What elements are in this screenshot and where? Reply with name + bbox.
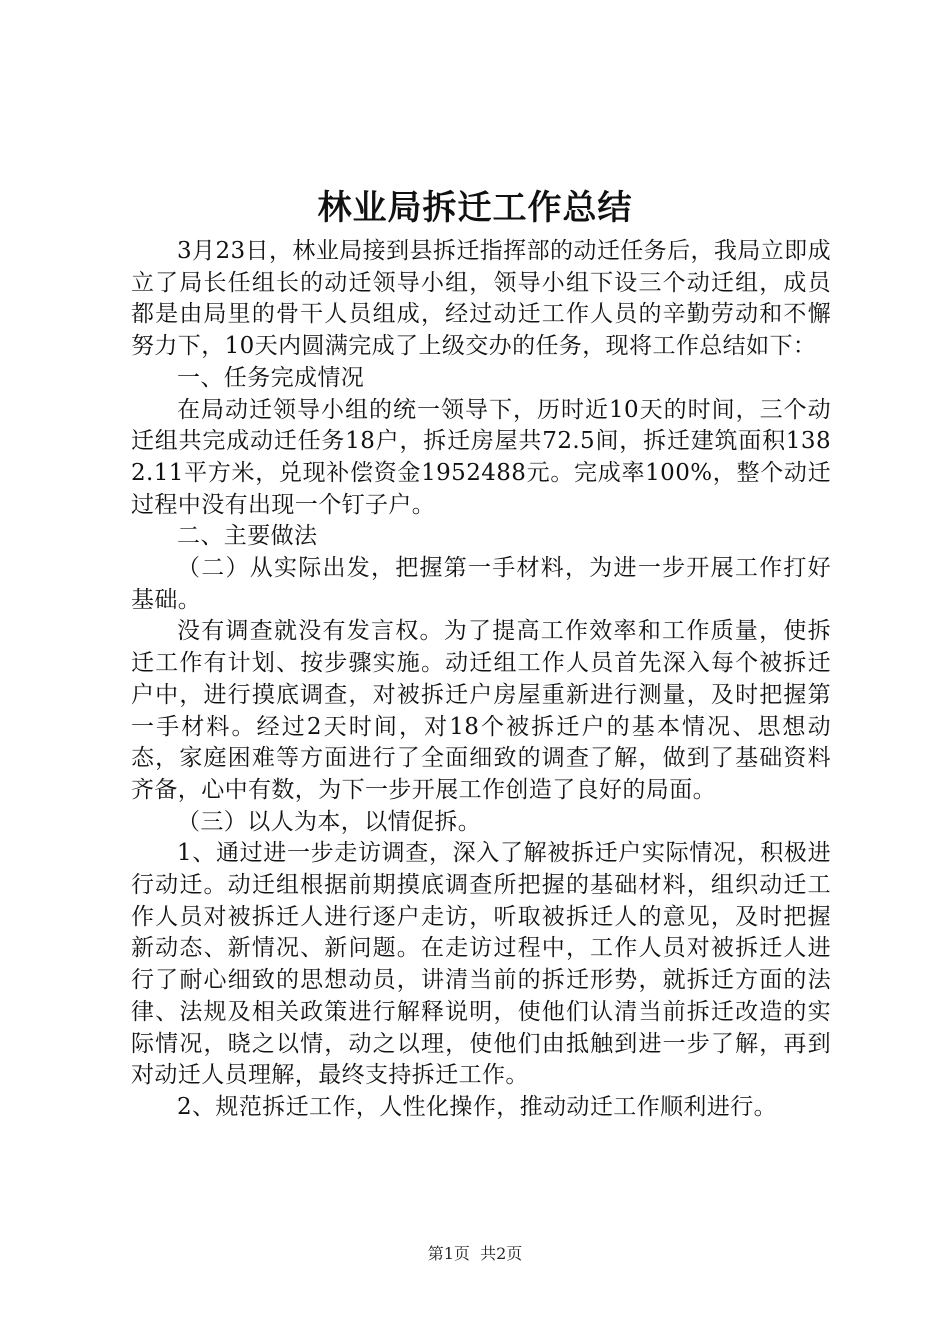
page-total: 共2页: [480, 1244, 523, 1263]
document-body: [131, 236, 831, 1124]
paragraph-task-completion: 在局动迁领导小组的统一领导下，历时近10天的时间，三个动迁组共完成动迁任务18户，拆迁房屋共72.5间，拆迁建筑面积1382.11平方米，兑现补偿资金1952488元。完成率100%，整个动迁过程中没有出现一个钉子户。: [131, 396, 831, 518]
paragraph-intro: 3月23日，林业局接到县拆迁指挥部的动迁任务后，我局立即成立了局长任组长的动迁领导小组，领导小组下设三个动迁组，成员都是由局里的骨干人员组成，经过动迁工作人员的辛勤劳动和不懈努力下，10天内圆满完成了上级交办的任务，现将工作总结如下：: [131, 238, 831, 360]
section-heading-task-completion: 一、任务完成情况: [177, 364, 365, 391]
paragraph-investigation: 没有调查就没有发言权。为了提高工作效率和工作质量，使拆迁工作有计划、按步骤实施。动迁组工作人员首先深入每个被拆迁户中，进行摸底调查，对被拆迁户房屋重新进行测量，及时把握第一手材料。经过2天时间，对18个被拆迁户的基本情况、思想动态，家庭困难等方面进行了全面细致的调查了解，做到了基础资料齐备，心中有数，为下一步开展工作创造了良好的局面。: [131, 618, 831, 803]
subsection-heading-people-oriented: （三）以人为本，以情促拆。: [177, 808, 482, 835]
paragraph-visits: 1、通过进一步走访调查，深入了解被拆迁户实际情况，积极进行动迁。动迁组根据前期摸底调查所把握的基础材料，组织动迁工作人员对被拆迁人进行逐户走访，听取被拆迁人的意见，及时把握新动态、新情况、新问题。在走访过程中，工作人员对被拆迁人进行了耐心细致的思想动员，讲清当前的拆迁形势，就拆迁方面的法律、法规及相关政策进行解释说明，使他们认清当前拆迁改造的实际情况，晓之以情，动之以理，使他们由抵触到进一步了解，再到对动迁人员理解，最终支持拆迁工作。: [131, 840, 831, 1089]
subsection-heading-practical: （二）从实际出发，把握第一手材料，为进一步开展工作打好基础。: [131, 555, 831, 613]
document-title: 林业局拆迁工作总结: [317, 188, 633, 228]
section-heading-main-methods: 二、主要做法: [177, 523, 318, 550]
page-number: 第1页: [427, 1244, 470, 1263]
page-footer: [0, 1243, 950, 1265]
paragraph-standardize: 2、规范拆迁工作，人性化操作，推动动迁工作顺利进行。: [177, 1093, 778, 1120]
footer-separator: [470, 1244, 480, 1263]
